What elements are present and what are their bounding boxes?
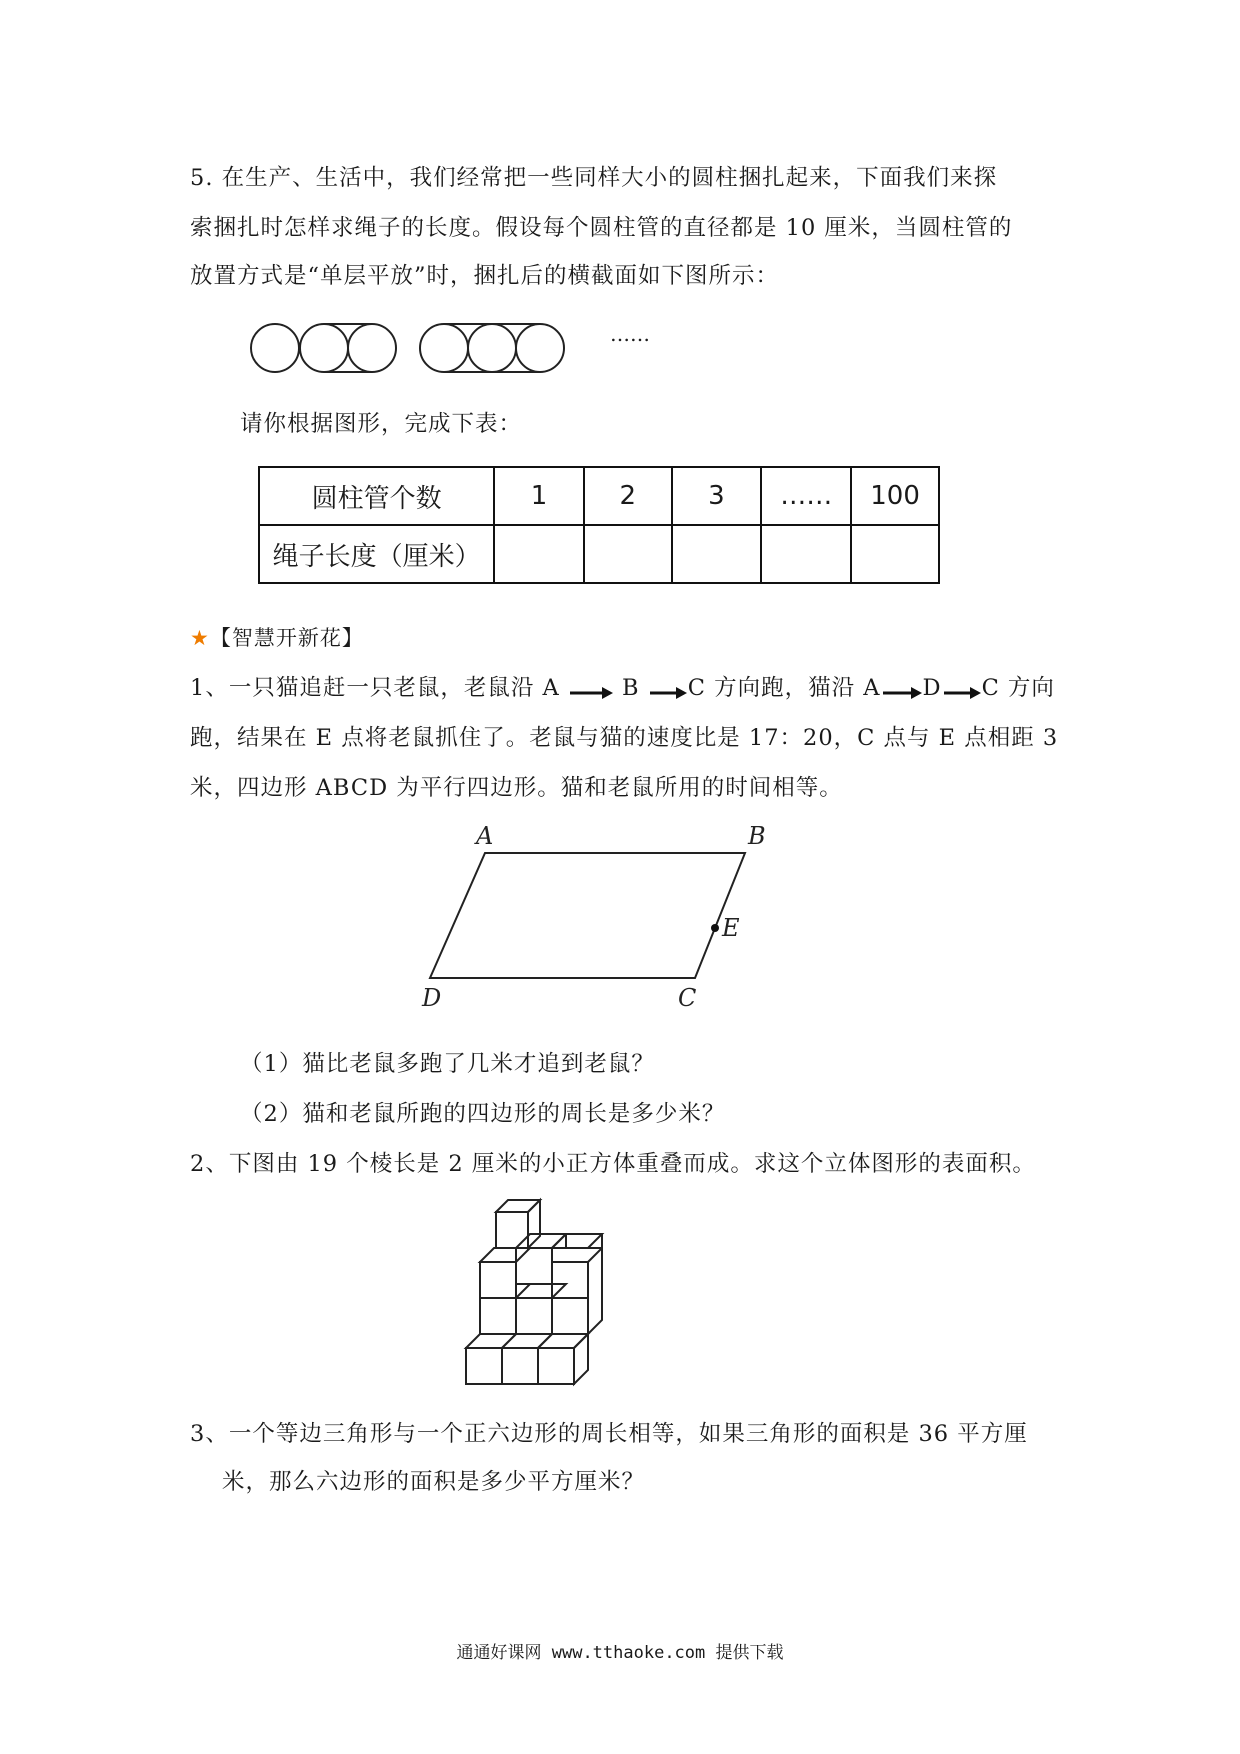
footer-source: 通通好课网 www.tthaoke.com 提供下载 (456, 1643, 784, 1663)
p1-text-d: D (922, 675, 942, 701)
table-cell: 3 (672, 467, 762, 525)
label-b: B (748, 822, 766, 850)
section-header (190, 622, 364, 652)
table-cell: 2 (584, 467, 672, 525)
p3-line-2: 米，那么六边形的面积是多少平方厘米？ (222, 1469, 646, 1495)
rope-length-table (258, 466, 940, 584)
circles-ellipsis: …… (610, 322, 650, 346)
q5-instruction: 请你根据图形，完成下表： (240, 411, 523, 437)
p1-text-e: C 方向 (981, 675, 1055, 701)
table-answer-cell (851, 525, 939, 583)
table-answer-cell (584, 525, 672, 583)
section-title: 【智慧开新花】 (209, 626, 364, 650)
star-icon: ★ (190, 626, 210, 650)
p1-line-3: 米，四边形 ABCD 为平行四边形。猫和老鼠所用的时间相等。 (190, 775, 843, 801)
parallelogram-abcd (430, 853, 745, 978)
label-d: D (422, 984, 442, 1012)
p1-sub-2: （2）猫和老鼠所跑的四边形的周长是多少米？ (240, 1101, 726, 1127)
p1-sub-1: （1）猫比老鼠多跑了几米才追到老鼠？ (240, 1051, 655, 1077)
cube-stack-diagram (460, 1196, 640, 1396)
p1-line-1 (190, 670, 1055, 702)
table-cell: 100 (851, 467, 939, 525)
arrow-right-icon (568, 683, 614, 699)
p3-line-1: 3、一个等边三角形与一个正六边形的周长相等，如果三角形的面积是 36 平方厘 (190, 1421, 1028, 1447)
two-circles-bundle (300, 324, 396, 372)
table-header-cell: 绳子长度（厘米） (259, 525, 494, 583)
point-e (711, 924, 719, 932)
single-circle (251, 324, 299, 372)
label-e: E (722, 914, 740, 942)
table-answer-cell (761, 525, 851, 583)
table-header-cell: 圆柱管个数 (259, 467, 494, 525)
p1-text-c: C 方向跑，猫沿 A (687, 675, 881, 701)
table-answer-cell (672, 525, 762, 583)
q5-line-1: 5. 在生产、生活中，我们经常把一些同样大小的圆柱捆扎起来，下面我们来探 (190, 165, 998, 191)
q5-line-3: 放置方式是“单层平放”时，捆扎后的横截面如下图所示： (190, 263, 780, 289)
label-a: A (476, 822, 494, 850)
p2-line-1: 2、下图由 19 个棱长是 2 厘米的小正方体重叠而成。求这个立体图形的表面积。 (190, 1151, 1036, 1177)
arrow-right-icon (881, 683, 923, 699)
table-cell: …… (761, 467, 851, 525)
table-row (259, 525, 939, 583)
p1-text-b: B (622, 675, 640, 701)
three-circles-bundle (420, 324, 564, 372)
label-c: C (678, 984, 697, 1012)
arrow-right-icon (648, 683, 688, 699)
p1-line-2: 跑，结果在 E 点将老鼠抓住了。老鼠与猫的速度比是 17：20，C 点与 E 点相距 3 (190, 725, 1059, 751)
parallelogram-diagram (410, 820, 790, 1020)
arrow-right-icon (942, 683, 982, 699)
table-cell: 1 (494, 467, 584, 525)
table-row (259, 467, 939, 525)
q5-line-2: 索捆扎时怎样求绳子的长度。假设每个圆柱管的直径都是 10 厘米，当圆柱管的 (190, 215, 1013, 241)
p1-text-a: 1、一只猫追赶一只老鼠，老鼠沿 A (190, 675, 560, 701)
table-answer-cell (494, 525, 584, 583)
